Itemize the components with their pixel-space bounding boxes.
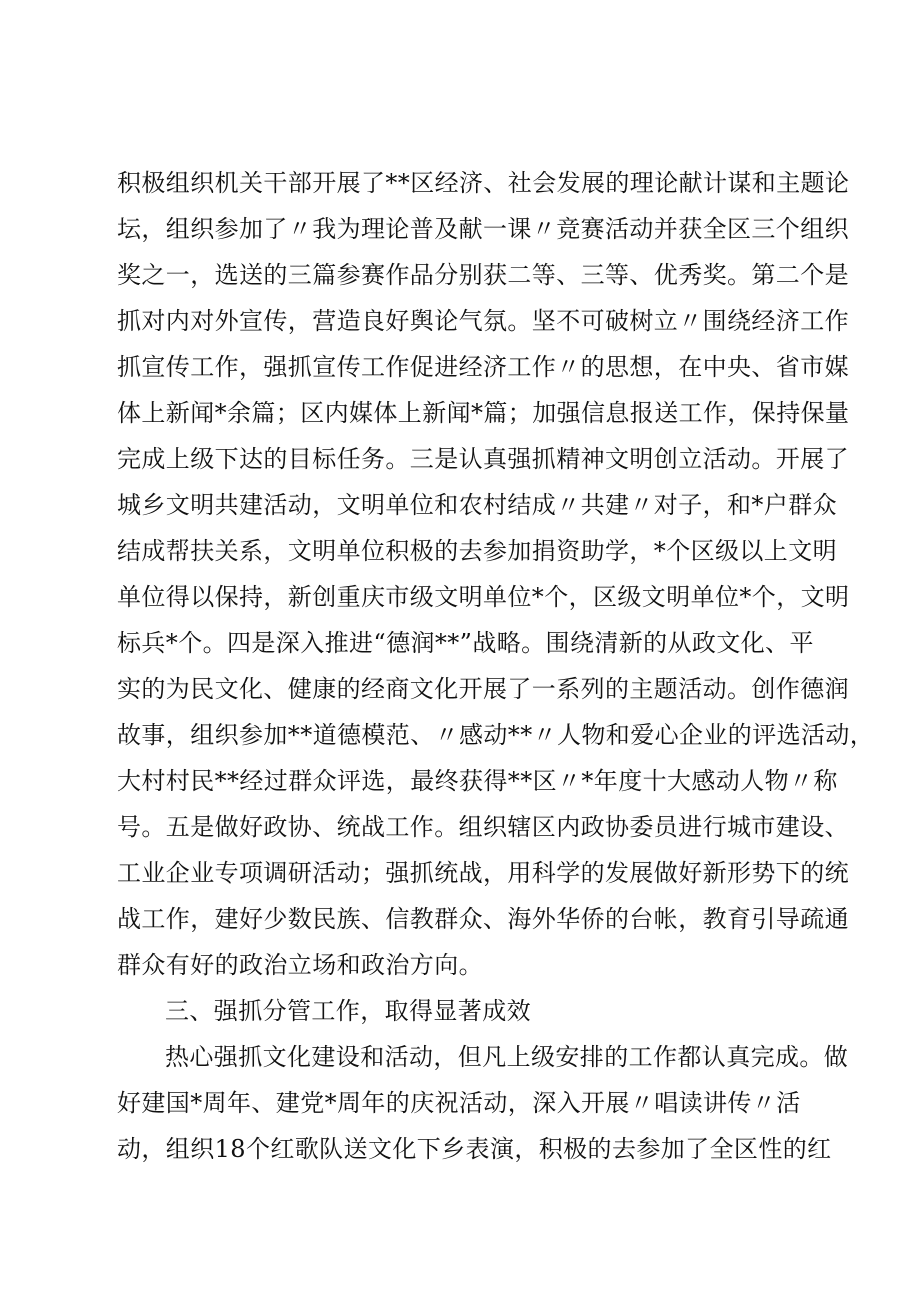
paragraph-line: 完成上级下达的目标任务。三是认真强抓精神文明创立活动。开展了: [117, 445, 849, 473]
paragraph-line: 动，组织18个红歌队送文化下乡表演，积极的去参加了全区性的红: [117, 1135, 832, 1163]
paragraph-line: 群众有好的政治立场和政治方向。: [117, 951, 483, 979]
paragraph-line: 大村村民**经过群众评选，最终获得**区〃*年度十大感动人物〃称: [117, 767, 838, 795]
paragraph-line: 战工作，建好少数民族、信教群众、海外华侨的台帐，教育引导疏通: [117, 905, 849, 933]
paragraph-line: 号。五是做好政协、统战工作。组织辖区内政协委员进行城市建设、: [117, 813, 849, 841]
paragraph-line: 单位得以保持，新创重庆市级文明单位*个，区级文明单位*个，文明: [117, 583, 850, 611]
paragraph-line: 体上新闻*余篇；区内媒体上新闻*篇；加强信息报送工作，保持保量: [117, 399, 850, 427]
paragraph-line: 抓对内对外宣传，营造良好舆论气氛。坚不可破树立〃围绕经济工作: [117, 307, 849, 335]
paragraph-line: 热心强抓文化建设和活动，但凡上级安排的工作都认真完成。做: [165, 1043, 849, 1071]
paragraph-line: 积极组织机关干部开展了**区经济、社会发展的理论献计谋和主题论: [117, 169, 850, 197]
paragraph-line: 好建国*周年、建党*周年的庆祝活动，深入开展〃唱读讲传〃活: [117, 1089, 801, 1117]
paragraph-line: 城乡文明共建活动，文明单位和农村结成〃共建〃对子，和*户群众: [117, 491, 837, 519]
paragraph-line: 工业企业专项调研活动；强抓统战，用科学的发展做好新形势下的统: [117, 859, 849, 887]
paragraph-line: 结成帮扶关系，文明单位积极的去参加捐资助学，*个区级以上文明: [117, 537, 837, 565]
paragraph-line: 标兵*个。四是深入推进“德润**”战略。围绕清新的从政文化、平: [117, 629, 814, 657]
paragraph-line: 实的为民文化、健康的经商文化开展了一系列的主题活动。创作德润: [117, 675, 849, 703]
paragraph-line: 故事，组织参加**道德模范、〃感动**〃人物和爱心企业的评选活动，: [117, 721, 875, 749]
section-heading: 三、强抓分管工作，取得显著成效: [165, 997, 531, 1025]
paragraph-line: 抓宣传工作，强抓宣传工作促进经济工作〃的思想，在中央、省市媒: [117, 353, 849, 381]
paragraph-line: 奖之一，选送的三篇参赛作品分别获二等、三等、优秀奖。第二个是: [117, 261, 849, 289]
paragraph-line: 坛，组织参加了〃我为理论普及献一课〃竞赛活动并获全区三个组织: [117, 215, 849, 243]
